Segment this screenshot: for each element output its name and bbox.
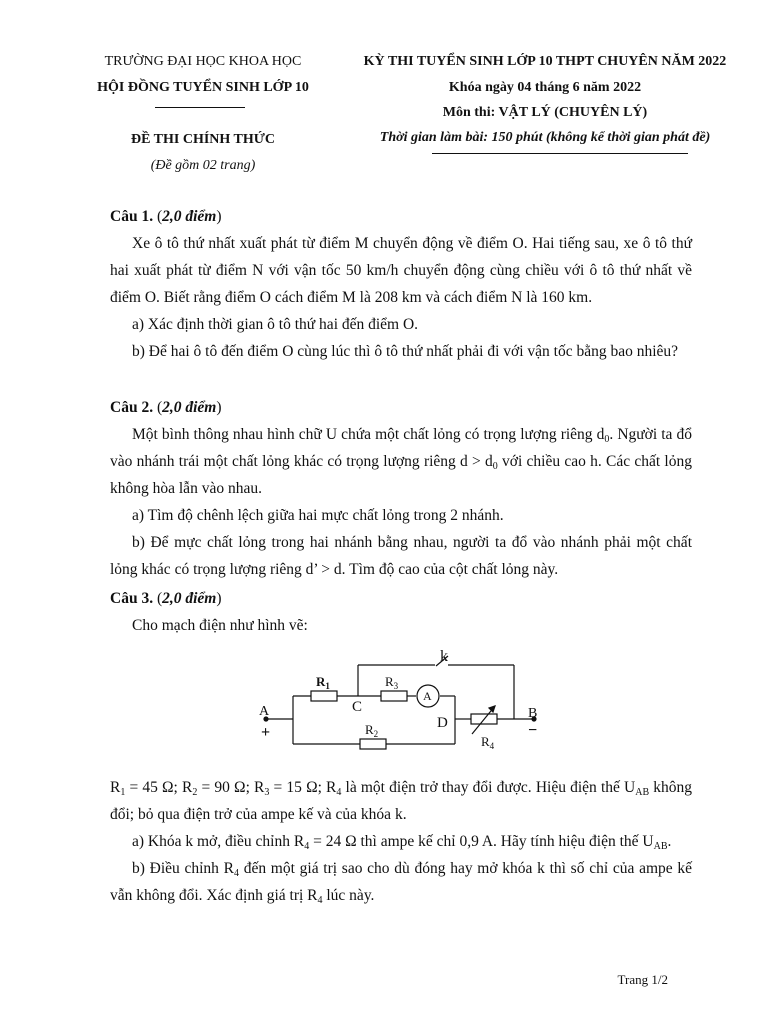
label-b: B xyxy=(528,706,538,721)
subscript: 4 xyxy=(233,868,239,879)
resistor-r2 xyxy=(360,739,386,749)
label-r3: $R_3$ xyxy=(385,674,399,691)
subscript: AB xyxy=(653,841,668,852)
text-run: không đổi; bỏ qua điện trở của ampe kế và của khóa k. xyxy=(110,779,693,823)
exam-subject: Môn thi: VẬT LÝ (CHUYÊN LÝ) xyxy=(442,105,648,120)
rheostat-arrowhead xyxy=(489,706,495,712)
subscript: 4 xyxy=(304,841,310,852)
label-r2: $R_2$ xyxy=(365,722,379,739)
question-2 xyxy=(110,394,692,583)
question-1-part-b: b) Để hai ô tô đến điểm O cùng lúc thì ô tô thứ nhất phải đi với vận tốc bằng bao nhiêu? xyxy=(132,343,679,360)
label-r1: $R_1$ xyxy=(316,674,330,691)
question-1 xyxy=(110,203,692,365)
text-run: R xyxy=(110,779,121,796)
exam-title: KỲ THI TUYỂN SINH LỚP 10 THPT CHUYÊN NĂM 2022 xyxy=(363,54,727,69)
exam-date: Khóa ngày 04 tháng 6 năm 2022 xyxy=(448,80,642,95)
label-r4: $R_4$ xyxy=(481,734,495,751)
minus-sign: − xyxy=(528,722,538,739)
text-run: . xyxy=(667,833,672,850)
question-2-text xyxy=(110,421,692,502)
question-3-continued xyxy=(110,774,692,909)
text-run: = 15 Ω; R xyxy=(269,779,337,796)
subscript: 3 xyxy=(264,787,270,798)
text-run: Một bình thông nhau hình chữ U chứa một chất lỏng có trọng lượng riêng d xyxy=(132,426,605,443)
plus-sign: + xyxy=(261,724,271,741)
node-c: C xyxy=(352,699,363,715)
text-run: a) Khóa k mở, điều chỉnh R xyxy=(132,833,305,850)
question-points: 2,0 điểm xyxy=(162,208,217,225)
text-run: là một điện trở thay đổi được. Hiệu điện thế U xyxy=(341,779,636,796)
question-1-heading: Câu 1. (2,0 điểm) xyxy=(110,208,222,225)
exam-duration: Thời gian làm bài: 150 phút (không kể thời gian phát đề) xyxy=(379,130,711,145)
page-number: Trang 1/2 xyxy=(617,972,668,987)
subscript: 1 xyxy=(120,787,126,798)
question-2-heading: Câu 2. (2,0 điểm) xyxy=(110,399,222,416)
circuit-diagram xyxy=(250,640,560,760)
question-3-heading: Câu 3. (2,0 điểm) xyxy=(110,590,222,607)
text-run: đến một giá trị sao cho dù đóng hay mở khóa k thì số chỉ của ampe kế vẫn không đổi. Xác định giá trị R xyxy=(110,860,692,904)
resistor-r1 xyxy=(311,691,337,701)
resistor-r3 xyxy=(381,691,407,701)
label-a: A xyxy=(259,704,270,719)
official-label: ĐỀ THI CHÍNH THỨC xyxy=(130,132,276,147)
question-points: 2,0 điểm xyxy=(162,590,217,607)
question-3-part-b xyxy=(110,855,692,909)
text-run: với chiều cao h. Các chất lỏng không hòa lẫn vào nhau. xyxy=(110,453,692,497)
subscript: 4 xyxy=(317,895,323,906)
subscript: AB xyxy=(635,787,650,798)
text-run: . Người ta đổ vào nhánh trái một chất lỏng khác có trọng lượng riêng d > d xyxy=(110,426,692,470)
text-run: b) Điều chỉnh R xyxy=(132,860,234,877)
pages-note: (Đề gồm 02 trang) xyxy=(150,158,256,173)
question-3-part-a xyxy=(110,828,692,855)
council-name: HỘI ĐỒNG TUYỂN SINH LỚP 10 xyxy=(97,80,309,95)
text-run: = 24 Ω thì ampe kế chỉ 0,9 A. Hãy tính hiệu điện thế U xyxy=(309,833,654,850)
question-1-text: Xe ô tô thứ nhất xuất phát từ điểm M chuyển động về điểm O. Hai tiếng sau, xe ô tô thứ hai xuất phát từ điểm N với vận tốc 50 km/h chuyển động cùng chiều với ô tô thứ nhất về điểm O. Biết rằng điểm O cách điểm M là 208 km và cách điểm N là 160 km. xyxy=(110,235,692,306)
question-label: Câu 2. xyxy=(110,399,154,416)
text-run: = 90 Ω; R xyxy=(197,779,265,796)
question-2-part-b: b) Để mực chất lỏng trong hai nhánh bằng nhau, người ta đổ vào nhánh phải một chất lỏng khác có trọng lượng riêng d’ > d. Tìm độ cao của cột chất lỏng này. xyxy=(110,534,692,578)
question-label: Câu 1. xyxy=(110,208,154,225)
question-label: Câu 3. xyxy=(110,590,154,607)
school-name: TRƯỜNG ĐẠI HỌC KHOA HỌC xyxy=(104,54,302,69)
subscript: 2 xyxy=(192,787,198,798)
question-3 xyxy=(110,585,692,639)
header-left-rule xyxy=(155,107,245,108)
question-points: 2,0 điểm xyxy=(162,399,217,416)
node-d: D xyxy=(437,715,448,731)
text-run: = 45 Ω; R xyxy=(125,779,193,796)
question-3-given xyxy=(110,774,692,828)
question-1-part-a: a) Xác định thời gian ô tô thứ hai đến điểm O. xyxy=(132,316,419,333)
label-k: k xyxy=(440,648,448,665)
text-run: lúc này. xyxy=(322,887,375,904)
header-right-rule xyxy=(432,153,688,154)
question-3-intro: Cho mạch điện như hình vẽ: xyxy=(132,617,308,634)
subscript: 0 xyxy=(492,461,498,472)
ammeter-label: A xyxy=(423,689,432,703)
question-2-part-a: a) Tìm độ chênh lệch giữa hai mực chất lỏng trong 2 nhánh. xyxy=(132,507,504,524)
subscript: 0 xyxy=(604,434,610,445)
subscript: 4 xyxy=(336,787,342,798)
